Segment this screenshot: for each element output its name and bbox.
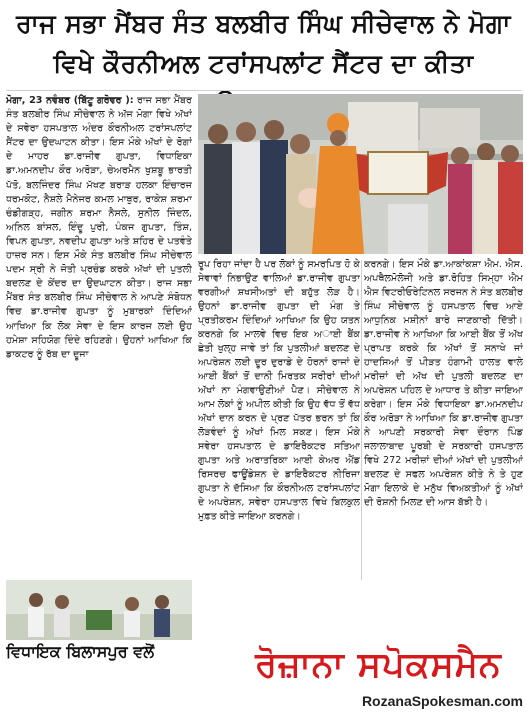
secondary-photo-art [6,580,192,640]
headline-line-1: ਰਾਜ ਸਭਾ ਮੈਂਬਰ ਸੰਤ ਬਲਬੀਰ ਸਿੰਘ ਸੀਚੇਵਾਲ ਨੇ ਮੋਗਾ [16,9,511,38]
headline-divider [6,90,521,91]
secondary-headline: ਵਿਧਾਇਕ ਬਿਲਾਸਪੁਰ ਵਲੋਂ [6,642,155,661]
article-column-middle [198,258,360,588]
website-url: RozanaSpokesman.com [361,693,523,709]
article-column-right [364,258,523,636]
newspaper-logo: ਰੋਜ਼ਾਨਾ ਸਪੋਕਸਮੈਨ [255,645,502,685]
article-body-middle: ਰੂਪ ਰਿਹਾ ਜਾਂਦਾ ਹੈ ਪਰ ਲੋਕਾਂ ਨੂੰ ਸਮਰਪਿਤ ਹੋ ਕੇ ਸੇਵਾਵਾਂ ਨਿਭਾਉਣ ਵਾਲਿਆਂ ਡਾ.ਰਾਜੀਵ ਗੁਪਤਾ ਵਰਗੀਆਂ ਸ਼ਖਸੀਅਤਾਂ ਦੀ ਬਹੁੱਤ ਲੋੜ ਹੈ। ਉਹਨਾਂ ਡਾ.ਰਾਜੀਵ ਗੁਪਤਾ ਦੀ ਮੰਗ ਤੇ ਪ੍ਰਤੀਕਰਮ ਦਿੰਦਿਆਂ ਆਖਿਆ ਕਿ ਉਹ ਯਤਨ ਕਰਨਗੇ ਕਿ ਮਾਲਵੇ ਵਿਚ ਇਕ ਅਾਈ ਬੈਂਕ ਛੇਤੀ ਖੁਲ੍ਹ ਜਾਵੇ ਤਾਂ ਕਿ ਪੁਤਲੀਆਂ ਬਦਲਣ ਦੇ ਅਪਰੇਸ਼ਨ ਲਈ ਦੂਰ ਦੁਰਾਡੇ ਦੇ ਹੋਰਨਾਂ ਰਾਜਾਂ ਦੇ ਆਈ ਬੈਂਕਾਂ ਤੋਂ ਦਾਨੀ ਮਿਰਤਕ ਸਰੀਰਾਂ ਦੀਆਂ ਅੱਖਾਂ ਨਾ ਮੰਗਵਾਉਣੀਆਂ ਪੈਣ। ਸੀਚੇਵਾਲ ਨੇ ਆਮ ਲੋਕਾਂ ਨੂੰ ਅਪੀਲ ਕੀਤੀ ਕਿ ਉਹ ਵੱਧ ਤੋਂ ਵੱਧ ਅੱਖਾਂ ਦਾਨ ਕਰਨ ਦੇ ਪ੍ਰਣ ਪੱਤਰ ਭਰਨ ਤਾਂ ਕਿ ਲੋੜਵੰਦਾਂ ਨੂੰ ਅੱਖਾਂ ਮਿਲ ਸਕਣ। ਇਸ ਮੌਕੇ ਸਵੇਰਾ ਹਸਪਤਾਲ ਦੇ ਡਾਇਰੈਕਟਰ ਸਤਿਆ ਗੁਪਤਾ ਅਤੇ ਅਰਾਤਰਿਕਾ ਆਈ ਕੇਅਰ ਐਂਡ ਰਿਸਰਚ ਫਾਊਂਡੇਸ਼ਨ ਦੇ ਡਾਇਰੈਕਟਰ ਨੀਰਿਜਾ ਗੁਪਤਾ ਨੇ ਦੱਸਿਆ ਕਿ ਕੌਰਨੀਅਲ ਟਰਾਂਸਪਲਾਂਟ ਦੇ ਅਪਰੇਸ਼ਨ, ਸਵੇਰਾ ਹਸਪਤਾਲ ਵਿਖੇ ਬਿਲਕੁਲ ਮੁਫ਼ਤ ਕੀਤੇ ਜਾਇਆ ਕਰਨਗੇ। [198,259,360,522]
column-divider [361,260,362,580]
ceremony-photo-art [198,94,523,254]
dateline: ਮੋਗਾ, 23 ਨਵੰਬਰ (ਬਿੱਟੂ ਗਰੋਵਰ ): [6,95,134,106]
secondary-photo [6,580,192,640]
article-body-left: ਰਾਜ ਸਭਾ ਮੈਂਬਰ ਸੰਤ ਬਲਬੀਰ ਸਿੰਘ ਸੀਚੇਵਾਲ ਨੇ ਅੱਜ ਮੋਗਾ ਵਿਖੇ ਅੱਖਾਂ ਦੇ ਸਵੇਰਾ ਹਸਪਤਾਲ ਅੰਦਰ ਕੌਰਨੀਅਲ ਟਰਾਂਸਪਲਾਂਟ ਸੈਂਟਰ ਦਾ ਉਦਘਾਟਨ ਕੀਤਾ। ਇਸ ਮੌਕੇ ਅੱਖਾਂ ਦੇ ਰੋਗਾਂ ਦੇ ਮਾਹਰ ਡਾ.ਰਾਜੀਵ ਗੁਪਤਾ, ਵਿਧਾਇਕਾ ਡਾ.ਅਮਨਦੀਪ ਕੌਰ ਅਰੋੜਾ, ਚੇਅਰਮੈਨ ਖੁਸ਼ਬੂ ਭਾਰਤੀ ਪੱਤੋ, ਬਲਜਿੰਦਰ ਸਿੰਘ ਮੱਖਣ ਬਰਾੜ ਹਲਕਾ ਇੰਚਾਰਜ ਧਰਮਕੋਟ, ਨੈਸ਼ਲੇ ਮੈਨੇਜਰ ਕਮਲ ਮਾਥੁਰ, ਰਾਕੇਸ਼ ਸ਼ਰਮਾ ਚੰਡੀਗੜ੍ਹ, ਜਗੀਨ ਸ਼ਰਮਾ ਨੈਸਲੇ, ਸੁਨੀਲ ਜਿੰਦਲ, ਅਨਿਲ ਬਾਂਸਲ, ਇੰਦੂ ਪੁਰੀ, ਪੰਕਜ ਗੁਪਤਾ, ਤਿੰਸ਼, ਵਿਪਨ ਗੁਪਤਾ, ਨਵਦੀਪ ਗੁਪਤਾ ਅਤੇ ਸ਼ਹਿਰ ਦੇ ਪਤਵੰਤੇ ਹਾਜ਼ਰ ਸਨ। ਇਸ ਮੌਕੇ ਸੰਤ ਬਲਬੀਰ ਸਿੰਘ ਸੀਚੇਵਾਲ ਪਦਮ ਸ੍ਰੀ ਨੇ ਜੋਤੀ ਪ੍ਰਚੰਡ ਕਰਕੇ ਅੱਖਾਂ ਦੀ ਪੁਤਲੀ ਬਦਲਣ ਦੇ ਕੇਂਦਰ ਦਾ ਉਦਘਾਟਨ ਕੀਤਾ। ਰਾਜ ਸਭਾ ਮੈਂਬਰ ਸੰਤ ਬਲਬੀਰ ਸਿੰਘ ਸੀਚੇਵਾਲ ਨੇ ਆਪਣੇ ਸੰਬੋਧਨ ਵਿਚ ਡਾ.ਰਾਜੀਵ ਗੁਪਤਾ ਨੂੰ ਮੁਬਾਰਕਾਂ ਦਿੰਦਿਆਂ ਆਖਿਆ ਕਿ ਲੋਕ ਸੇਵਾ ਦੇ ਇਸ ਕਾਰਜ ਲਈ ਉਹ ਹਮੇਸ਼ਾ ਸਹਿਯੋਗ ਦਿੰਦੇ ਰਹਿਣਗੇ। ਉਹਨਾਂ ਆਖਿਆ ਕਿ ਡਾਕਟਰ ਨੂੰ ਰੱਬ ਦਾ ਦੂਜਾ [6,95,192,360]
article-body-right: ਕਰਨਗੇ। ਇਸ ਮੌਕੇ ਡਾ.ਆਕਾਂਕਸ਼ਾ ਐਮ. ਐਸ. ਅਪਥੈਲਮੋਲੋਜੀ ਅਤੇ ਡਾ.ਰੋਹਿਤ ਸਿਮ੍ਹਾ ਐਮ ਐਸ ਵਿਟਰੀਓਰੇਟਿਨਲ ਸਰਜਨ ਨੇ ਸੰਤ ਬਲਬੀਰ ਸਿੰਘ ਸੀਚੇਵਾਲ ਨੂੰ ਹਸਪਤਾਲ ਵਿਚ ਆਏ ਆਧੁਨਿਕ ਮਸ਼ੀਨਾਂ ਬਾਰੇ ਜਾਣਕਾਰੀ ਦਿੱਤੀ। ਡਾ.ਰਾਜੀਵ ਨੇ ਆਖਿਆ ਕਿ ਆਈ ਬੈਂਕ ਤੋਂ ਅੱਖ ਪ੍ਰਾਪਤ ਕਰਕੇ ਕਿ ਅੱਖਾਂ ਤੋਂ ਸਨਾਖੇ ਜਾਂ ਹਾਦਸਿਆਂ ਤੋਂ ਪੀੜਤ ਹੰਗਾਮੀ ਹਾਲਤ ਵਾਲੇ ਮਰੀਜ਼ਾਂ ਦੀ ਅੱਖ ਦੀ ਪੁਤਲੀ ਬਦਲਣ ਦਾ ਅਪਰੇਸ਼ਨ ਪਹਿਲ ਦੇ ਆਧਾਰ ਤੇ ਕੀਤਾ ਜਾਇਆ ਕਰੇਗਾ। ਇਸ ਮੌਕੇ ਵਿਧਾਇਕਾ ਡਾ.ਅਮਨਦੀਪ ਕੌਰ ਅਰੋੜਾ ਨੇ ਆਖਿਆ ਕਿ ਡਾ.ਰਾਜੀਵ ਗੁਪਤਾ ਨੇ ਆਪਣੀ ਸਰਕਾਰੀ ਸੇਵਾ ਦੌਰਾਨ ਪਿੰਡ ਜਲਾਲਾਬਾਦ ਪੂਰਬੀ ਦੇ ਸਰਕਾਰੀ ਹਸਪਤਾਲ ਵਿਖੇ 272 ਮਰੀਜ਼ਾਂ ਦੀਆਂ ਅੱਖਾਂ ਦੀ ਪੁਤਲੀਆਂ ਬਦਲਣ ਦੇ ਸਫਲ ਅਪਰੇਸ਼ਨ ਕੀਤੇ ਨੇ ਤੇ ਹੁਣ ਮੋਗਾ ਇਲਾਕੇ ਦੇ ਮਨੁੱਖ ਵਿਅਕਤੀਆਂ ਨੂੰ ਅੱਖਾਂ ਦੀ ਰੋਸ਼ਨੀ ਮਿਲਣ ਦੀ ਆਸ ਬੱਝੀ ਹੈ। [364,259,523,508]
headline-line-2: ਵਿਖੇ ਕੌਰਨੀਅਲ ਟਰਾਂਸਪਲਾਂਟ ਸੈਂਟਰ ਦਾ ਕੀਤਾ [53,49,474,78]
article-column-left [6,94,192,576]
ceremony-photo [198,94,523,254]
